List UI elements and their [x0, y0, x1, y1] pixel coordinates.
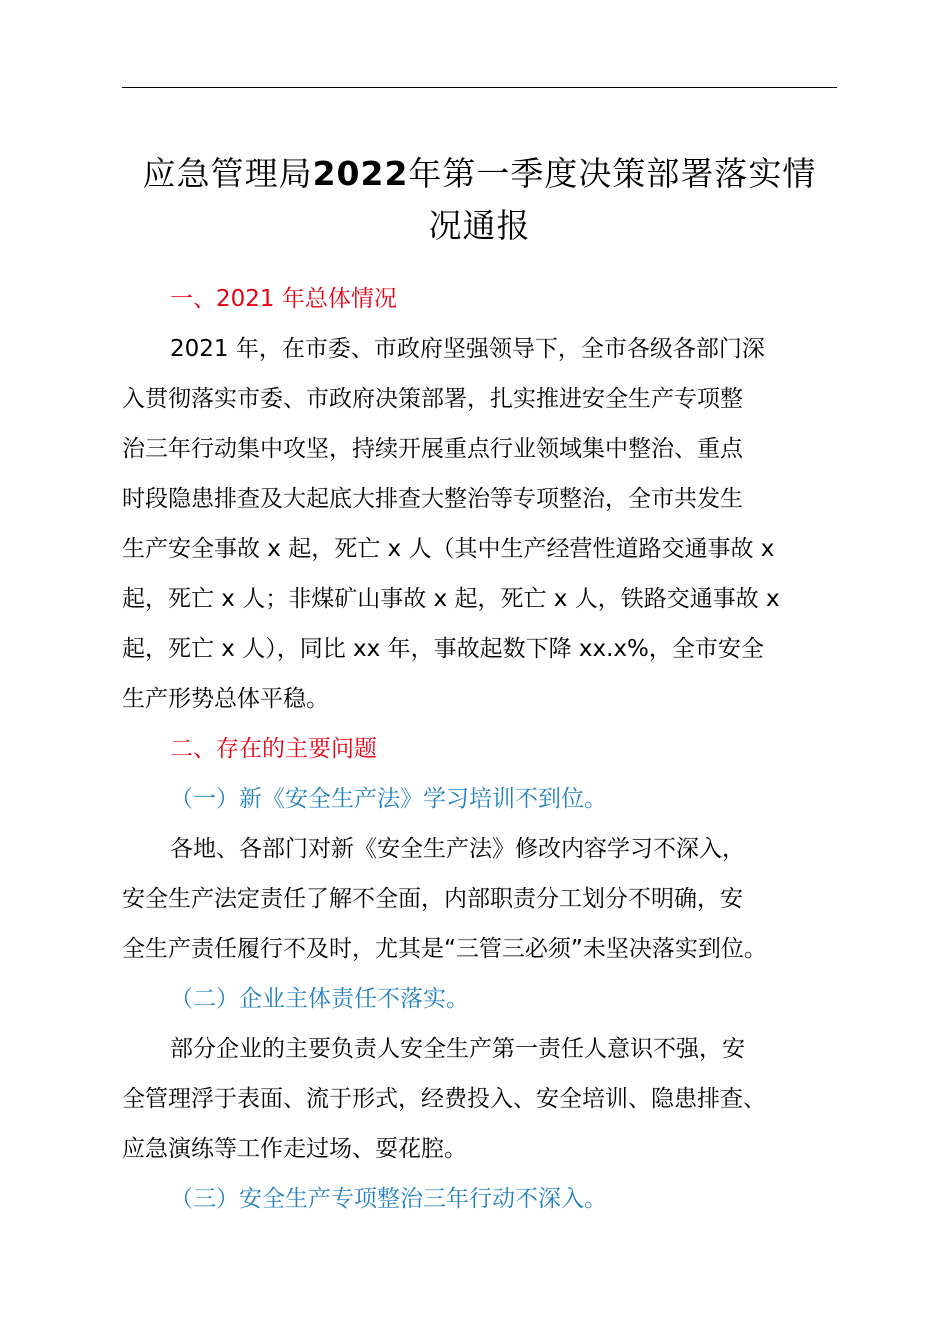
paragraph-line: 各地、各部门对新《安全生产法》修改内容学习不深入，: [170, 836, 745, 862]
subsection-1-heading: （一）新《安全生产法》学习培训不到位。: [170, 786, 607, 812]
subsection-3-heading: （三）安全生产专项整治三年行动不深入。: [170, 1186, 607, 1212]
paragraph-line: 部分企业的主要负责人安全生产第一责任人意识不强，安: [170, 1036, 745, 1062]
paragraph-line: 生产形势总体平稳。: [122, 686, 329, 712]
subsection-2-heading: （二）企业主体责任不落实。: [170, 986, 469, 1012]
paragraph-line: 全生产责任履行不及时，尤其是“三管三必须”未坚决落实到位。: [122, 936, 767, 962]
paragraph-line: 2021 年，在市委、市政府坚强领导下，全市各级各部门深: [170, 336, 765, 362]
paragraph-line: 治三年行动集中攻坚，持续开展重点行业领域集中整治、重点: [122, 436, 743, 462]
document-body: [122, 274, 837, 1224]
paragraph-line: 起，死亡 x 人），同比 xx 年，事故起数下降 xx.x%，全市安全: [122, 636, 764, 662]
section-1-paragraph: [122, 324, 837, 724]
paragraph-line: 入贯彻落实市委、市政府决策部署，扎实推进安全生产专项整: [122, 386, 743, 412]
paragraph-line: 安全生产法定责任了解不全面，内部职责分工划分不明确，安: [122, 886, 743, 912]
title-suffix: 年第一季度决策部署落实情: [408, 154, 817, 193]
title-line-2: 况通报: [428, 206, 531, 245]
paragraph-line: 生产安全事故 x 起，死亡 x 人（其中生产经营性道路交通事故 x: [122, 536, 775, 562]
paragraph-line: 应急演练等工作走过场、耍花腔。: [122, 1136, 467, 1162]
section-2-heading: 二、存在的主要问题: [170, 736, 377, 762]
title-prefix: 应急管理局: [142, 154, 313, 193]
subsection-1-paragraph: [122, 824, 837, 974]
title-year: 2022: [312, 154, 409, 193]
header-rule: [122, 87, 837, 88]
paragraph-line: 起，死亡 x 人；非煤矿山事故 x 起，死亡 x 人，铁路交通事故 x: [122, 586, 780, 612]
title-line-1: [122, 148, 837, 200]
document-title: [122, 148, 837, 252]
subsection-2-paragraph: [122, 1024, 837, 1174]
paragraph-line: 全管理浮于表面、流于形式，经费投入、安全培训、隐患排查、: [122, 1086, 766, 1112]
paragraph-line: 时段隐患排查及大起底大排查大整治等专项整治，全市共发生: [122, 486, 743, 512]
section-1-heading: 一、2021 年总体情况: [170, 286, 397, 312]
